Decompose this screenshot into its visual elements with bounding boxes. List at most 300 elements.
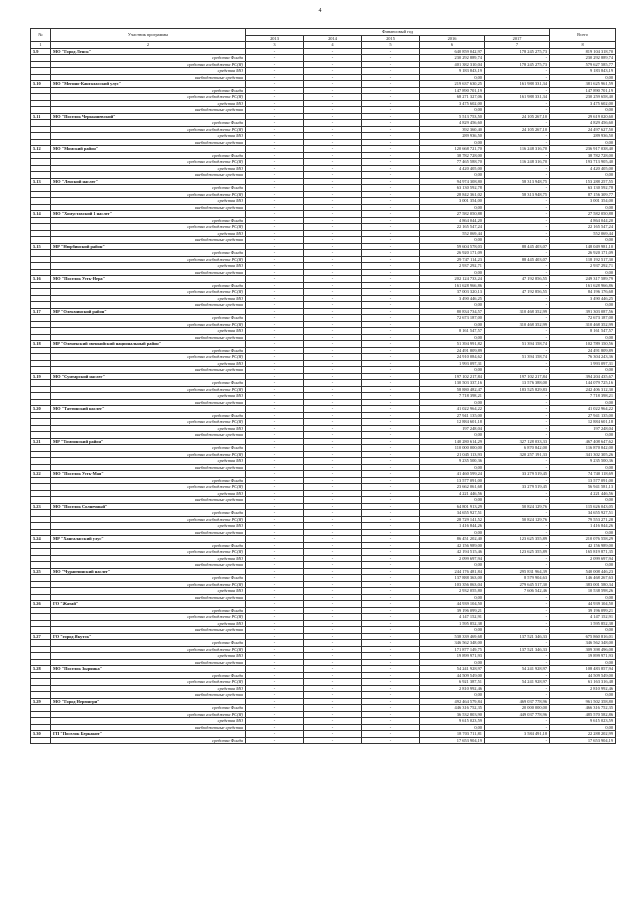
participant-name: ГО "город Якутск": [51, 633, 246, 640]
amount-2017: 50 824 129,76: [485, 503, 550, 510]
amount-2017: -: [485, 399, 550, 406]
amount-total: 9 183 843,19: [550, 68, 616, 75]
amount-2013: -: [246, 198, 304, 205]
funding-source-name: средства МО: [51, 198, 246, 205]
amount-2017: -: [485, 165, 550, 172]
amount-2013: -: [246, 133, 304, 140]
funding-source-name: средства госбюджета РС(Я): [51, 549, 246, 556]
amount-total: 4 829 456,60: [550, 120, 616, 127]
amount-2014: -: [304, 419, 362, 426]
amount-2013: -: [246, 406, 304, 413]
amount-2017: 3 584 491,18: [485, 731, 550, 738]
amount-2014: -: [304, 679, 362, 686]
amount-2014: -: [304, 347, 362, 354]
amount-total: 0,00: [550, 204, 616, 211]
amount-2015: -: [362, 497, 420, 504]
amount-2015: -: [362, 718, 420, 725]
amount-2017: 88 445 403,07: [485, 243, 550, 250]
amount-2015: -: [362, 471, 420, 478]
amount-2016: 0,00: [420, 627, 485, 634]
amount-total: 310 468 352,99: [550, 321, 616, 328]
amount-2013: -: [246, 308, 304, 315]
amount-2016: 42 194 515,46: [420, 549, 485, 556]
amount-2017: -: [485, 594, 550, 601]
amount-2014: -: [304, 373, 362, 380]
amount-2017: -: [485, 464, 550, 471]
amount-2017: -: [485, 133, 550, 140]
amount-2014: -: [304, 55, 362, 62]
amount-2014: -: [304, 607, 362, 614]
amount-2013: -: [246, 510, 304, 517]
amount-2016: 110 000 000,00: [420, 445, 485, 452]
funding-source-name: средства МО: [51, 588, 246, 595]
amount-2016: 24 910 084,62: [420, 354, 485, 361]
amount-2017: 51 394 158,74: [485, 341, 550, 348]
amount-2013: -: [246, 263, 304, 270]
column-index: 8: [550, 42, 616, 49]
amount-total: 9 615 023,59: [550, 718, 616, 725]
amount-2014: -: [304, 237, 362, 244]
amount-2013: -: [246, 737, 304, 744]
funding-source-name: средства МО: [51, 490, 246, 497]
amount-2015: -: [362, 594, 420, 601]
amount-2015: -: [362, 55, 420, 62]
amount-2013: -: [246, 484, 304, 491]
amount-2014: -: [304, 633, 362, 640]
amount-total: 485 570 582,86: [550, 711, 616, 718]
amount-2013: -: [246, 191, 304, 198]
header-number: №: [31, 29, 51, 42]
amount-2015: -: [362, 334, 420, 341]
amount-2013: -: [246, 653, 304, 660]
amount-total: 108 483 857,94: [550, 666, 616, 673]
amount-2014: -: [304, 159, 362, 166]
amount-total: 22 165 547,24: [550, 224, 616, 231]
row-number: 5.14: [31, 211, 51, 218]
amount-2013: -: [246, 490, 304, 497]
amount-2016: 41 460 599,24: [420, 471, 485, 478]
amount-2016: 6 921 387,51: [420, 679, 485, 686]
amount-2016: 0,00: [420, 237, 485, 244]
amount-2016: 0,00: [420, 321, 485, 328]
amount-2016: 28 729 141,52: [420, 516, 485, 523]
amount-2017: -: [485, 68, 550, 75]
amount-2017: -: [485, 100, 550, 107]
row-number: 5.28: [31, 666, 51, 673]
amount-total: 1 595 852,38: [550, 620, 616, 627]
amount-2015: -: [362, 341, 420, 348]
amount-2016: 37 003 320,13: [420, 289, 485, 296]
amount-2014: -: [304, 81, 362, 88]
amount-2015: -: [362, 302, 420, 309]
amount-2017: -: [485, 224, 550, 231]
amount-2016: 3 001 354,00: [420, 198, 485, 205]
amount-2014: -: [304, 510, 362, 517]
amount-2017: -: [485, 347, 550, 354]
column-index: 2: [51, 42, 246, 49]
funding-source-name: средства госбюджета РС(Я): [51, 386, 246, 393]
amount-total: 2 937 292,71: [550, 263, 616, 270]
amount-2014: -: [304, 529, 362, 536]
funding-source-name: внебюджетные средства: [51, 529, 246, 536]
amount-2017: 47 192 856,55: [485, 276, 550, 283]
amount-total: 0,00: [550, 334, 616, 341]
funding-source-name: средства госбюджета РС(Я): [51, 159, 246, 166]
amount-2014: -: [304, 536, 362, 543]
header-year-2013: 2013: [246, 35, 304, 42]
amount-total: 579 627 585,77: [550, 61, 616, 68]
amount-total: 4 147 152,91: [550, 614, 616, 621]
funding-source-name: средства госбюджета РС(Я): [51, 614, 246, 621]
amount-2014: -: [304, 666, 362, 673]
amount-2016: 0,00: [420, 594, 485, 601]
amount-2016: 18 703 711,81: [420, 731, 485, 738]
funding-source-name: средства госбюджета РС(Я): [51, 191, 246, 198]
amount-total: 0,00: [550, 74, 616, 81]
funding-source-name: средства МО: [51, 555, 246, 562]
amount-2013: -: [246, 412, 304, 419]
amount-2013: -: [246, 217, 304, 224]
amount-2016: 171 877 149,75: [420, 646, 485, 653]
amount-total: 161 628 966,86: [550, 282, 616, 289]
participant-name: МР "Томпонский район": [51, 438, 246, 445]
amount-2013: -: [246, 269, 304, 276]
amount-2015: -: [362, 406, 420, 413]
amount-2017: 20 000 000,00: [485, 705, 550, 712]
amount-2014: -: [304, 386, 362, 393]
column-index: 1: [31, 42, 51, 49]
funding-source-name: средства МО: [51, 328, 246, 335]
amount-2016: 0,00: [420, 399, 485, 406]
amount-2015: -: [362, 243, 420, 250]
amount-total: 0,00: [550, 627, 616, 634]
amount-2017: -: [485, 510, 550, 517]
funding-source-name: средства МО: [51, 360, 246, 367]
amount-2013: -: [246, 250, 304, 257]
amount-2015: -: [362, 490, 420, 497]
row-number: 5.11: [31, 113, 51, 120]
amount-2016: 68 271 327,06: [420, 94, 485, 101]
amount-2017: -: [485, 139, 550, 146]
amount-2013: -: [246, 328, 304, 335]
row-number: 5.17: [31, 308, 51, 315]
amount-2013: -: [246, 432, 304, 439]
amount-2013: -: [246, 672, 304, 679]
amount-2013: -: [246, 243, 304, 250]
funding-source-name: средства МО: [51, 295, 246, 302]
amount-total: 34 655 927,51: [550, 510, 616, 517]
amount-2014: -: [304, 256, 362, 263]
amount-2013: -: [246, 334, 304, 341]
amount-2016: 0,00: [420, 724, 485, 731]
amount-2015: -: [362, 315, 420, 322]
amount-total: 4 420 405,00: [550, 165, 616, 172]
amount-2017: -: [485, 555, 550, 562]
amount-total: 0,00: [550, 399, 616, 406]
amount-total: 391 303 087,56: [550, 308, 616, 315]
amount-2013: -: [246, 451, 304, 458]
amount-2016: 34 655 927,51: [420, 510, 485, 517]
amount-2013: -: [246, 81, 304, 88]
amount-2013: -: [246, 614, 304, 621]
amount-2017: -: [485, 458, 550, 465]
amount-total: 148 049 981,10: [550, 243, 616, 250]
amount-2013: -: [246, 516, 304, 523]
amount-2013: -: [246, 100, 304, 107]
amount-2014: -: [304, 146, 362, 153]
amount-2014: -: [304, 594, 362, 601]
amount-2016: 3 475 602,00: [420, 100, 485, 107]
participant-name: ГП "Поселок Беркакит": [51, 731, 246, 738]
amount-2014: -: [304, 471, 362, 478]
amount-2013: -: [246, 705, 304, 712]
amount-total: 8 161 547,57: [550, 328, 616, 335]
amount-total: 197 248,04: [550, 425, 616, 432]
amount-2015: -: [362, 438, 420, 445]
funding-source-name: средства госбюджета РС(Я): [51, 289, 246, 296]
amount-2014: -: [304, 61, 362, 68]
amount-2016: 9 615 023,59: [420, 718, 485, 725]
amount-total: 0,00: [550, 367, 616, 374]
amount-2013: -: [246, 555, 304, 562]
amount-2013: -: [246, 581, 304, 588]
participant-name: МО "Чурапчинский наслег": [51, 568, 246, 575]
amount-2015: -: [362, 289, 420, 296]
amount-2013: -: [246, 438, 304, 445]
amount-total: 27 582 050,88: [550, 211, 616, 218]
amount-2017: 183 525 829,83: [485, 386, 550, 393]
funding-source-name: внебюджетные средства: [51, 464, 246, 471]
amount-total: 3 490 446,25: [550, 295, 616, 302]
amount-2015: -: [362, 640, 420, 647]
amount-2017: -: [485, 237, 550, 244]
amount-2014: -: [304, 581, 362, 588]
amount-2014: -: [304, 731, 362, 738]
funding-source-name: внебюджетные средства: [51, 237, 246, 244]
amount-total: 12 884 601,18: [550, 419, 616, 426]
amount-2017: 13 576 388,00: [485, 380, 550, 387]
amount-2015: -: [362, 198, 420, 205]
amount-2014: -: [304, 380, 362, 387]
amount-total: 0,00: [550, 139, 616, 146]
amount-total: 0,00: [550, 432, 616, 439]
amount-2013: -: [246, 724, 304, 731]
amount-2017: -: [485, 659, 550, 666]
amount-total: 144 079 725,16: [550, 380, 616, 387]
amount-2013: -: [246, 698, 304, 705]
row-number: 5.23: [31, 503, 51, 510]
amount-2014: -: [304, 562, 362, 569]
funding-source-name: средства госбюджета РС(Я): [51, 646, 246, 653]
amount-2015: -: [362, 282, 420, 289]
amount-2015: -: [362, 412, 420, 419]
amount-2015: -: [362, 308, 420, 315]
amount-2013: -: [246, 542, 304, 549]
participant-name: МО "Поселок Солнечный": [51, 503, 246, 510]
row-number: 5.18: [31, 341, 51, 348]
amount-2013: -: [246, 302, 304, 309]
amount-total: 466 316 752,35: [550, 705, 616, 712]
amount-2014: -: [304, 698, 362, 705]
table-body: [31, 48, 616, 744]
funding-source-name: средства Фонда: [51, 250, 246, 257]
amount-2017: -: [485, 685, 550, 692]
funding-source-name: внебюджетные средства: [51, 659, 246, 666]
amount-total: 19 899 971,93: [550, 653, 616, 660]
funding-source-name: средства Фонда: [51, 87, 246, 94]
amount-total: 0,00: [550, 529, 616, 536]
amount-2017: -: [485, 640, 550, 647]
row-number: 5.10: [31, 81, 51, 88]
amount-2017: 178 245 275,73: [485, 61, 550, 68]
amount-2013: -: [246, 685, 304, 692]
amount-total: 165 819 871,35: [550, 549, 616, 556]
amount-total: 0,00: [550, 464, 616, 471]
amount-2015: -: [362, 672, 420, 679]
funding-source-name: средства госбюджета РС(Я): [51, 419, 246, 426]
row-number: 5.22: [31, 471, 51, 478]
amount-2014: -: [304, 692, 362, 699]
row-number: 5.16: [31, 276, 51, 283]
amount-total: 2 810 992,46: [550, 685, 616, 692]
amount-2013: -: [246, 107, 304, 114]
amount-total: 0,00: [550, 594, 616, 601]
amount-2013: -: [246, 464, 304, 471]
amount-2015: -: [362, 679, 420, 686]
funding-source-name: средства Фонда: [51, 477, 246, 484]
column-index: 3: [246, 42, 304, 49]
amount-2014: -: [304, 94, 362, 101]
funding-source-name: средства МО: [51, 393, 246, 400]
row-number: 5.9: [31, 48, 51, 55]
amount-2017: -: [485, 328, 550, 335]
amount-2017: 279 645 517,30: [485, 581, 550, 588]
participant-name: МО "Поселок Черкышевский": [51, 113, 246, 120]
amount-2017: 88 445 403,07: [485, 256, 550, 263]
amount-2017: -: [485, 211, 550, 218]
participant-name: ГО "Жатай": [51, 601, 246, 608]
amount-2013: -: [246, 497, 304, 504]
amount-2016: 59 604 578,03: [420, 243, 485, 250]
amount-total: 819 104 318,70: [550, 48, 616, 55]
amount-2014: -: [304, 172, 362, 179]
funding-source-name: средства госбюджета РС(Я): [51, 224, 246, 231]
amount-2017: 327 128 033,33: [485, 438, 550, 445]
amount-2016: 0,00: [420, 139, 485, 146]
amount-total: 242 406 312,30: [550, 386, 616, 393]
amount-2016: 86 451 202,40: [420, 536, 485, 543]
amount-2015: -: [362, 601, 420, 608]
row-number: 5.27: [31, 633, 51, 640]
amount-2013: -: [246, 165, 304, 172]
row-number: 5.25: [31, 568, 51, 575]
amount-2016: 0,00: [420, 367, 485, 374]
amount-2014: -: [304, 243, 362, 250]
amount-2013: -: [246, 55, 304, 62]
amount-2014: -: [304, 74, 362, 81]
amount-2016: 197 102 217,84: [420, 373, 485, 380]
amount-2014: -: [304, 477, 362, 484]
amount-2016: 4 221 446,56: [420, 490, 485, 497]
amount-2014: -: [304, 614, 362, 621]
amount-2016: 552 069,44: [420, 230, 485, 237]
amount-2014: -: [304, 198, 362, 205]
amount-2013: -: [246, 152, 304, 159]
amount-total: 0,00: [550, 237, 616, 244]
amount-2015: -: [362, 477, 420, 484]
amount-2014: -: [304, 393, 362, 400]
amount-2016: 17 653 904,19: [420, 737, 485, 744]
amount-2017: 197 102 217,84: [485, 373, 550, 380]
funding-source-name: средства МО: [51, 425, 246, 432]
amount-2014: -: [304, 217, 362, 224]
funding-source-name: средства МО: [51, 685, 246, 692]
amount-2013: -: [246, 347, 304, 354]
participant-name: МО "Город Нерюнгри": [51, 698, 246, 705]
amount-2016: 0,00: [420, 464, 485, 471]
amount-2014: -: [304, 575, 362, 582]
amount-total: 22 288 202,99: [550, 731, 616, 738]
amount-total: 675 860 816,01: [550, 633, 616, 640]
amount-2016: 244 176 481,84: [420, 568, 485, 575]
amount-2014: -: [304, 87, 362, 94]
amount-2017: -: [485, 204, 550, 211]
amount-2016: 27 941 135,00: [420, 412, 485, 419]
amount-2016: 140 280 614,29: [420, 438, 485, 445]
amount-2013: -: [246, 282, 304, 289]
row-number: 5.15: [31, 243, 51, 250]
row-number: 5.20: [31, 406, 51, 413]
amount-2014: -: [304, 425, 362, 432]
amount-2015: -: [362, 191, 420, 198]
amount-2017: 310 468 352,99: [485, 321, 550, 328]
amount-2016: 13 577 091,00: [420, 477, 485, 484]
amount-2015: -: [362, 536, 420, 543]
amount-2014: -: [304, 458, 362, 465]
amount-2017: -: [485, 620, 550, 627]
amount-2013: -: [246, 120, 304, 127]
amount-2017: -: [485, 490, 550, 497]
amount-2016: 1 595 852,38: [420, 620, 485, 627]
amount-2017: 24 105 267,10: [485, 113, 550, 120]
amount-2015: -: [362, 484, 420, 491]
amount-2016: 103 356 063,04: [420, 581, 485, 588]
amount-2017: 47 192 856,55: [485, 289, 550, 296]
amount-2016: 27 582 050,88: [420, 211, 485, 218]
amount-2014: -: [304, 250, 362, 257]
amount-2016: 1 993 097,31: [420, 360, 485, 367]
amount-2013: -: [246, 393, 304, 400]
amount-2013: -: [246, 237, 304, 244]
amount-total: 24 491 809,89: [550, 347, 616, 354]
amount-2016: 147 890 701,19: [420, 87, 485, 94]
amount-2015: -: [362, 159, 420, 166]
participant-name: МР "Олекминский район": [51, 308, 246, 315]
amount-2015: -: [362, 360, 420, 367]
amount-2016: 0,00: [420, 692, 485, 699]
amount-2017: 178 245 275,73: [485, 48, 550, 55]
amount-2013: -: [246, 172, 304, 179]
amount-total: 74 740 118,69: [550, 471, 616, 478]
amount-total: 193 713 905,40: [550, 159, 616, 166]
amount-total: 346 562 348,00: [550, 640, 616, 647]
amount-2017: -: [485, 497, 550, 504]
amount-2016: 94 974 308,80: [420, 178, 485, 185]
funding-source-name: средства МО: [51, 133, 246, 140]
amount-2014: -: [304, 302, 362, 309]
amount-2013: -: [246, 711, 304, 718]
amount-2013: -: [246, 568, 304, 575]
